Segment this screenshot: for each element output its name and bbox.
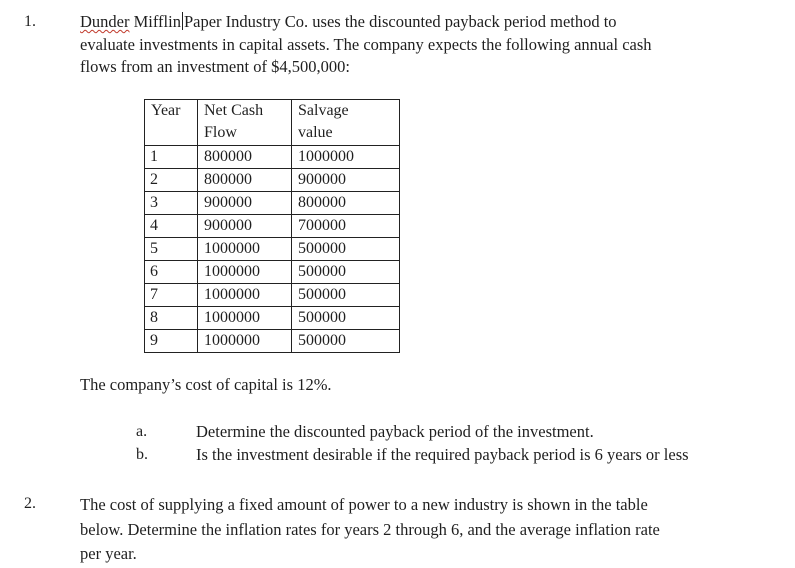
header-year: Year xyxy=(145,100,198,146)
table-row xyxy=(145,284,400,307)
year-cell: 6 xyxy=(145,261,198,284)
table-row xyxy=(145,192,400,215)
salvage-value-cell: 500000 xyxy=(292,238,400,261)
header-net-cash-flow: Net Cash Flow xyxy=(198,100,292,146)
part-b-text: Is the investment desirable if the required payback period is 6 years or less xyxy=(196,445,689,464)
table-row xyxy=(145,215,400,238)
table-row xyxy=(145,307,400,330)
salvage-value-cell: 700000 xyxy=(292,215,400,238)
question-2-line-1: The cost of supplying a fixed amount of power to a new industry is shown in the table xyxy=(80,495,648,514)
year-cell: 5 xyxy=(145,238,198,261)
salvage-value-cell: 900000 xyxy=(292,169,400,192)
table-header-row xyxy=(145,100,400,146)
part-a-text: Determine the discounted payback period of the investment. xyxy=(196,422,594,441)
cost-of-capital-text: The company’s cost of capital is 12%. xyxy=(80,375,332,394)
part-a-label: a. xyxy=(136,423,148,440)
net-cash-flow-cell: 1000000 xyxy=(198,261,292,284)
question-1-line-1 xyxy=(80,11,652,34)
brand-word-dunder: Dunder xyxy=(80,12,130,31)
salvage-value-cell: 800000 xyxy=(292,192,400,215)
table-row xyxy=(145,169,400,192)
net-cash-flow-cell: 1000000 xyxy=(198,330,292,353)
table-row xyxy=(145,330,400,353)
net-cash-flow-cell: 800000 xyxy=(198,146,292,169)
salvage-value-cell: 500000 xyxy=(292,307,400,330)
salvage-value-cell: 500000 xyxy=(292,284,400,307)
cash-flow-table xyxy=(144,99,400,353)
year-cell: 7 xyxy=(145,284,198,307)
salvage-value-cell: 500000 xyxy=(292,330,400,353)
question-1-text xyxy=(80,11,652,79)
question-1-line-1-rest: Paper Industry Co. uses the discounted payback period method to xyxy=(183,12,617,31)
net-cash-flow-cell: 900000 xyxy=(198,192,292,215)
year-cell: 2 xyxy=(145,169,198,192)
table-row xyxy=(145,261,400,284)
question-2-line-2: below. Determine the inflation rates for years 2 through 6, and the average inflation rate xyxy=(80,519,660,539)
text-cursor xyxy=(182,12,183,30)
year-cell: 1 xyxy=(145,146,198,169)
year-cell: 8 xyxy=(145,307,198,330)
brand-word-mifflin: Mifflin xyxy=(133,12,181,31)
question-1-line-2: evaluate investments in capital assets. The company expects the following annual cash xyxy=(80,34,652,54)
net-cash-flow-cell: 800000 xyxy=(198,169,292,192)
net-cash-flow-cell: 1000000 xyxy=(198,238,292,261)
salvage-value-cell: 1000000 xyxy=(292,146,400,169)
question-2-line-3: per year. xyxy=(80,544,137,563)
header-salvage-value: Salvage value xyxy=(292,100,400,146)
question-1-line-3: flows from an investment of $4,500,000: xyxy=(80,57,350,76)
question-1-number: 1. xyxy=(24,13,36,30)
year-cell: 3 xyxy=(145,192,198,215)
year-cell: 9 xyxy=(145,330,198,353)
net-cash-flow-cell: 1000000 xyxy=(198,307,292,330)
table-body xyxy=(145,146,400,353)
net-cash-flow-cell: 900000 xyxy=(198,215,292,238)
salvage-value-cell: 500000 xyxy=(292,261,400,284)
table-row xyxy=(145,238,400,261)
question-2-text xyxy=(80,493,660,567)
net-cash-flow-cell: 1000000 xyxy=(198,284,292,307)
table-row xyxy=(145,146,400,169)
part-b-label: b. xyxy=(136,446,148,463)
year-cell: 4 xyxy=(145,215,198,238)
question-2-number: 2. xyxy=(24,495,36,512)
